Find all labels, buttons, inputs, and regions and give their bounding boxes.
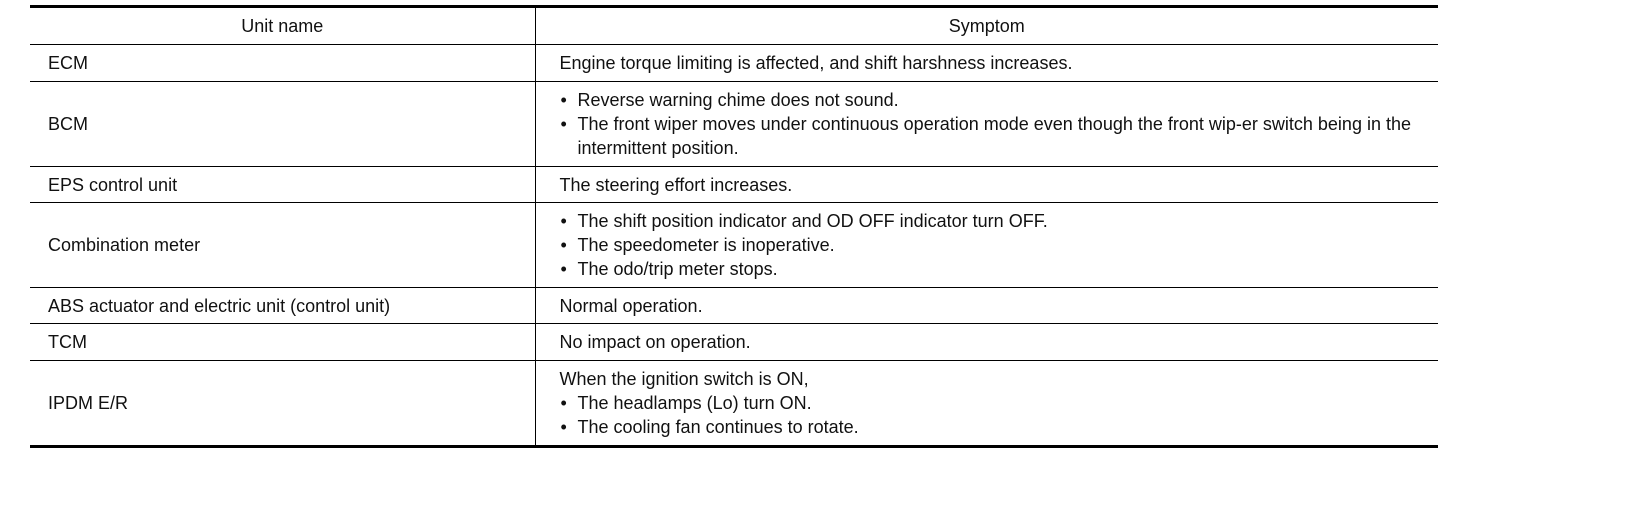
unit-name-cell: TCM (30, 324, 535, 361)
symptom-lead-text: When the ignition switch is ON, (559, 369, 809, 389)
table-row (30, 203, 1438, 288)
symptom-cell (535, 361, 1438, 447)
symptom-cell (535, 82, 1438, 167)
table-row (30, 324, 1438, 361)
symptom-cell: Normal operation. (535, 288, 1438, 324)
symptom-table (30, 5, 1438, 448)
symptom-bullet: • The front wiper moves under continuous operation mode even though the front wip-er switch being in the intermittent position. (560, 112, 1439, 160)
symptom-bullet: • The odo/trip meter stops. (560, 257, 1439, 281)
symptom-bullet-list (560, 391, 1439, 439)
symptom-bullet: • The cooling fan continues to rotate. (560, 415, 1439, 439)
symptom-bullet: • The headlamps (Lo) turn ON. (560, 391, 1439, 415)
table-row (30, 167, 1438, 203)
symptom-bullet-list (560, 88, 1439, 160)
unit-name-cell: BCM (30, 82, 535, 167)
table-row (30, 288, 1438, 324)
symptom-bullet: • The shift position indicator and OD OFF indicator turn OFF. (560, 209, 1439, 233)
unit-name-cell: Combination meter (30, 203, 535, 288)
table-row (30, 361, 1438, 447)
unit-name-cell: ECM (30, 45, 535, 82)
header-symptom: Symptom (535, 7, 1438, 45)
unit-name-cell: IPDM E/R (30, 361, 535, 447)
symptom-cell (535, 203, 1438, 288)
symptom-cell: The steering effort increases. (535, 167, 1438, 203)
header-unit-name: Unit name (30, 7, 535, 45)
symptom-cell: Engine torque limiting is affected, and shift harshness increases. (535, 45, 1438, 82)
unit-name-cell: EPS control unit (30, 167, 535, 203)
symptom-bullet: • The speedometer is inoperative. (560, 233, 1439, 257)
symptom-cell: No impact on operation. (535, 324, 1438, 361)
symptom-bullet: • Reverse warning chime does not sound. (560, 88, 1439, 112)
header-row (30, 7, 1438, 45)
unit-name-cell: ABS actuator and electric unit (control unit) (30, 288, 535, 324)
table-row (30, 45, 1438, 82)
symptom-bullet-list (560, 209, 1439, 281)
table-row (30, 82, 1438, 167)
